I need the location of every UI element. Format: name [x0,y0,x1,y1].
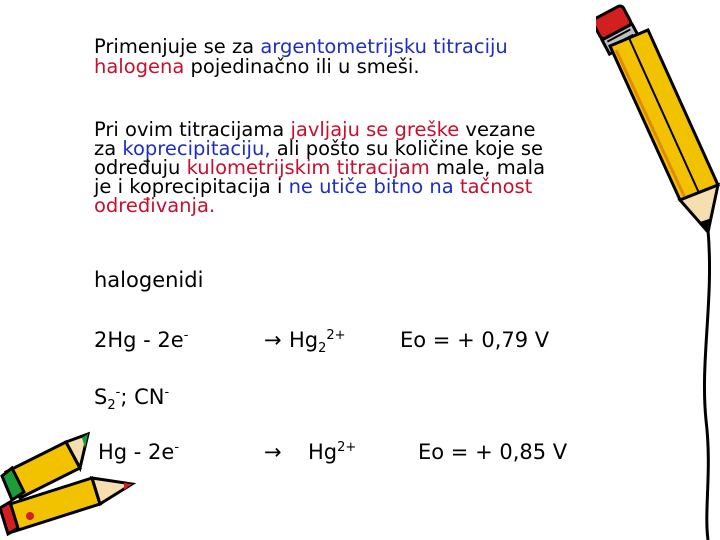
halogenidi-label: halogenidi [94,268,204,292]
reaction-1-reactant: 2Hg - 2e- [94,328,189,352]
reaction-1-product: $Hg_2^{2+}$ [289,328,346,357]
p1-line-2: halogena pojedinačno ili u smeši. [94,55,420,78]
paragraph-2 [94,120,545,215]
reaction-2-potential: Eo = + 0,85 V [418,440,568,464]
pencils-icon [0,428,140,540]
reaction-2-product: $Hg^{2+}$ [308,440,357,464]
p2-line-5: određivanja. [94,194,216,217]
pencil-icon [596,0,720,540]
p2-line-2: za koprecipitaciju, ali pošto su količine koje se [94,137,544,160]
arrow-icon: → [264,440,282,464]
arrow-icon: → [264,328,282,352]
p1-line-1: Primenjuje se za argentometrijsku titraciju [94,35,508,58]
reaction-1-potential: Eo = + 0,79 V [400,328,550,352]
p2-line-4: je i koprecipitacija i ne utiče bitno na tačnost [94,175,533,198]
reaction-2-reactant: Hg - 2e- [98,440,180,464]
p2-line-3: određuju kulometrijskim titracijam male, mala [94,156,546,179]
p2-line-1: Pri ovim titracijama javljaju se greške vezane [94,118,536,141]
ions-line: $S_2^-$; CN- [94,385,170,414]
paragraph-1 [94,37,508,77]
